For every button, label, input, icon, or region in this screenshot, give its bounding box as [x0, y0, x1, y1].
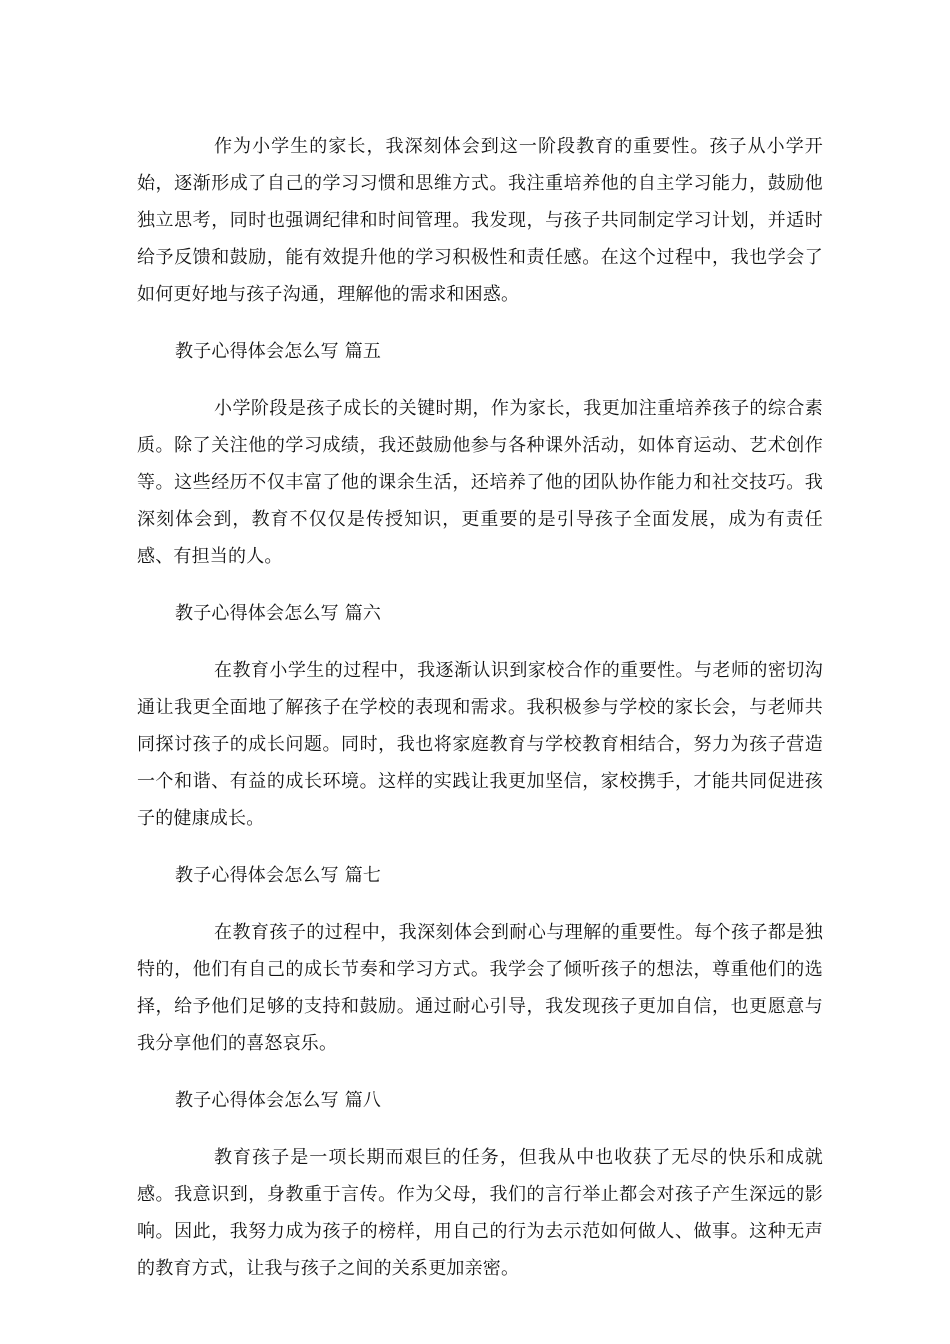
section-paragraph-8: 教育孩子是一项长期而艰巨的任务，但我从中也收获了无尽的快乐和成就感。我意识到，身教重于言传。作为父母，我们的言行举止都会对孩子产生深远的影响。因此，我努力成为孩子的榜样，用自己的行为去示范如何做人、做事。这种无声的教育方式，让我与孩子之间的关系更加亲密。: [137, 1147, 823, 1279]
spacer: [137, 370, 823, 390]
section-paragraph-5: 小学阶段是孩子成长的关键时期，作为家长，我更加注重培养孩子的综合素质。除了关注他的学习成绩，我还鼓励他参与各种课外活动，如体育运动、艺术创作等。这些经历不仅丰富了他的课余生活，还培养了他的团队协作能力和社交技巧。我深刻体会到，教育不仅仅是传授知识，更重要的是引导孩子全面发展，成为有责任感、有担当的人。: [137, 398, 823, 567]
spacer: [137, 894, 823, 914]
paragraph-intro: 作为小学生的家长，我深刻体会到这一阶段教育的重要性。孩子从小学开始，逐渐形成了自己的学习习惯和思维方式。我注重培养他的自主学习能力，鼓励他独立思考，同时也强调纪律和时间管理。我发现，与孩子共同制定学习计划，并适时给予反馈和鼓励，能有效提升他的学习积极性和责任感。在这个过程中，我也学会了如何更好地与孩子沟通，理解他的需求和困惑。: [137, 136, 823, 305]
spacer: [137, 313, 823, 333]
section-heading-7: 教子心得体会怎么写 篇七: [175, 865, 382, 886]
document-page: [137, 128, 823, 1287]
spacer: [137, 575, 823, 595]
section-heading-5: 教子心得体会怎么写 篇五: [175, 341, 382, 362]
section-paragraph-6: 在教育小学生的过程中，我逐渐认识到家校合作的重要性。与老师的密切沟通让我更全面地了解孩子在学校的表现和需求。我积极参与学校的家长会，与老师共同探讨孩子的成长问题。同时，我也将家庭教育与学校教育相结合，努力为孩子营造一个和谐、有益的成长环境。这样的实践让我更加坚信，家校携手，才能共同促进孩子的健康成长。: [137, 660, 823, 829]
spacer: [137, 1062, 823, 1082]
section-heading-8: 教子心得体会怎么写 篇八: [175, 1090, 382, 1111]
section-paragraph-7: 在教育孩子的过程中，我深刻体会到耐心与理解的重要性。每个孩子都是独特的，他们有自己的成长节奏和学习方式。我学会了倾听孩子的想法，尊重他们的选择，给予他们足够的支持和鼓励。通过耐心引导，我发现孩子更加自信，也更愿意与我分享他们的喜怒哀乐。: [137, 922, 823, 1054]
spacer: [137, 632, 823, 652]
spacer: [137, 1119, 823, 1139]
spacer: [137, 837, 823, 857]
section-heading-6: 教子心得体会怎么写 篇六: [175, 603, 382, 624]
